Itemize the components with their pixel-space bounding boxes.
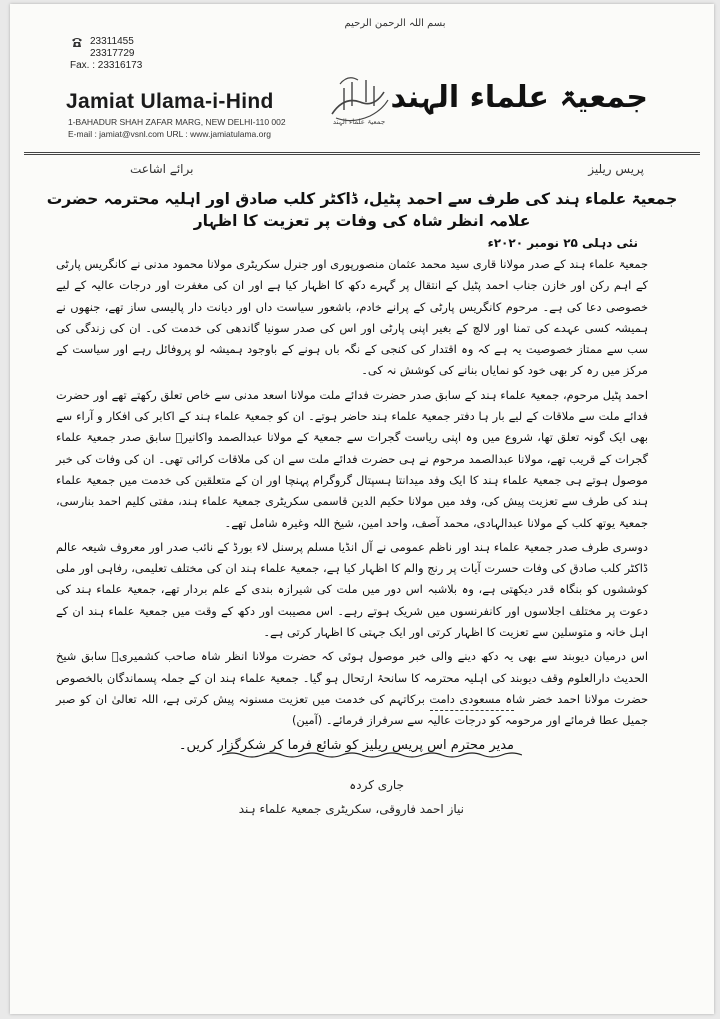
body-paragraph: دوسری طرف صدر جمعیۃ علماء ہند اور ناظم عمومی نے آل انڈیا مسلم پرسنل لاء بورڈ کے نائب صدر اور معروف شیعہ عالم ڈاکٹر کلب صادق کی وفات حسرت آیات پر رنج والم کا اظہار کیا ہے، جمعیۃ علماء ہند ان کی مختلف تعلیمی، رفاہی اور ملی کوششوں کو بنگاہ قدر دیکھتی ہے، وہ بلاشبہ اس دور میں ملت کی شیرازہ بندی کے علم بردار تھے، جمعیۃ علماء ہند کی دعوت پر مختلف اجلاسوں اور کانفرنسوں میں شریک ہوتے رہے۔ اس مصیبت اور دکھ کے وقت میں جمعیۃ علماء ہند ان کے اہل خانہ و متوسلین سے تعزیت کا اظہار کرتی اور ایک جہتی کا اظہار کرتی ہے۔ [56, 539, 648, 640]
body-text [56, 254, 648, 732]
fax-row [70, 60, 142, 72]
dateline: نئی دہلی ۲۵ نومبر ۲۰۲۰ء [487, 236, 638, 250]
separator-dashes [430, 710, 514, 711]
for-publication-label: برائے اشاعت [130, 162, 194, 176]
phone-row-1 [70, 36, 142, 48]
fax-number: Fax. : 23316173 [70, 60, 143, 71]
headline: جمعیۃ علماء ہند کی طرف سے احمد پٹیل، ڈاکٹر کلب صادق اور اہلیہ محترمہ حضرت علامہ انظر شاہ کی وفات پر تعزیت کا اظہار [46, 190, 678, 230]
closing-text: مدیر محترم اس پریس ریلیز کو شائع فرما کر شکرگزار کریں۔ [178, 738, 514, 753]
bismillah: بسم اللہ الرحمن الرحیم [344, 18, 446, 29]
phone-number-2: 23317729 [90, 48, 135, 59]
emblem-text: جمعیۃ علماء الہند [332, 118, 386, 126]
issued-by-label: جاری کردہ [349, 778, 404, 792]
email-url-line: E-mail : jamiat@vsnl.com URL : www.jamiatulama.org [68, 129, 271, 139]
body-paragraph: جمعیۃ علماء ہند کے صدر مولانا قاری سید محمد عثمان منصورپوری اور جنرل سکریٹری مولانا محمود مدنی نے کانگریس پارٹی کے اہم رکن اور خازن جناب احمد پٹیل کے انتقال پر گہرے دکھ کا اظہار کیا ہے اور ان کی مغفرت اور درجات عالیہ کے لیے خصوصی دعا کی ہے۔ مرحوم کانگریس پارٹی کے پرانے خادم، باشعور سیاست داں اور دیانت دار پالیسی ساز تھے، جنھوں نے ہمیشہ کسی عہدے کی تمنا اور لالچ کے بغیر اپنی پارٹی اور اس کی صدر سونیا گاندھی کی خدمت کی۔ ان کی زندگی کی سب سے ممتاز خصوصیت یہ ہے کہ وہ اقتدار کی کنجی کے نگہ باں ہونے کے باوجود ہمیشہ لو پروفائل رہے اور سیاست کے مرکز میں رہ کر بھی خود کو نمایاں بنانے کی کوشش نہ کی۔ [56, 257, 648, 378]
org-name-english: Jamiat Ulama-i-Hind [66, 90, 274, 113]
calligraphy-emblem-icon [322, 66, 396, 128]
body-paragraph: اس درمیان دیوبند سے بھی یہ دکھ دینے والی خبر موصول ہوئی کہ حضرت مولانا انظر شاہ صاحب کشمیریؒ سابق شیخ الحدیث دارالعلوم وقف دیوبند کی اہلیہ محترمہ کا سانحۂ ارتحال ہو گیا۔ جمعیۃ علماء ہند ان کے جملہ پسماندگان بالخصوص حضرت مولانا احمد خضر شاہ مسعودی دامت برکاتہم کی خدمت میں تعزیت مسنونہ پیش کرتی ہے، اللہ تعالیٰ ان کو صبر جمیل عطا فرمائے اور مرحومہ کو درجات عالیہ سے سرفراز فرمائے۔ (آمین) [56, 649, 648, 728]
postal-address: 1-BAHADUR SHAH ZAFAR MARG, NEW DELHI-110 002 [68, 117, 286, 127]
header-divider [24, 152, 700, 155]
press-release-label: پریس ریلیز [588, 162, 644, 176]
phone-row-2 [70, 48, 142, 60]
issuer-name: نیاز احمد فاروقی، سکریٹری جمعیۃ علماء ہند [238, 802, 464, 816]
phone-number-1: 23311455 [90, 36, 134, 47]
letter-page [10, 4, 714, 1014]
address-block [68, 116, 286, 140]
org-name-urdu: جمعیۃ علماء الہند [390, 80, 648, 115]
contact-block [70, 36, 142, 72]
closing-request [179, 738, 514, 753]
squiggle-underline-icon [222, 751, 522, 759]
body-paragraph: احمد پٹیل مرحوم، جمعیۃ علماء ہند کے سابق صدر حضرت فدائے ملت مولانا اسعد مدنی سے خاص تعلق رکھتے تھے اور حضرت فدائے ملت سے ملاقات کے لیے بار ہا دفتر جمعیۃ علماء ہند حاضر ہوتے۔ ان کو جمعیۃ علماء ہند کے اکابر کی افکار و آراء سے بھی ایک گونہ تعلق تھا، شروع میں وہ اپنی ریاست گجرات سے جمعیۃ کے مولانا عبدالصمد واکانیرؒ سابق صدر جمعیۃ علماء گجرات کے قریب تھے، مولانا عبدالصمد مرحوم نے ہی حضرت فدائے ملت سے ان کی ملاقات کرائی تھی۔ ان کی وفات کی خبر موصول ہوتے ہی جمعیۃ علماء ہند کا ایک وفد میدانتا ہسپتال گروگرام پہنچا اور ان کے متعلقین کی خدمت میں جمعیۃ علماء ہند کی طرف سے تعزیت پیش کی، وفد میں مولانا حکیم الدین قاسمی سکریٹری جمعیۃ علماء ہند، مفتی کلیم احمد بنارسی، جمعیۃ یوتھ کلب کے مولانا عبدالہادی، محمد آصف، واحد امین، شیخ اللہ وغیرہ شامل تھے۔ [56, 387, 648, 530]
phone-icon [70, 36, 84, 48]
